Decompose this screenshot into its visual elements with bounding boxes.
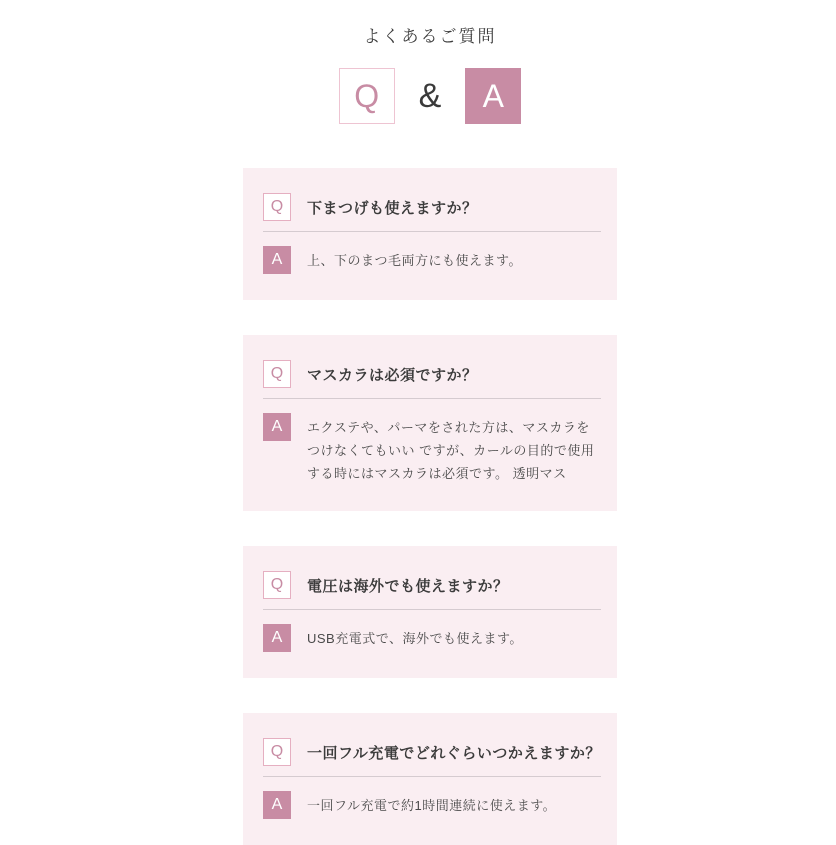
question-badge bbox=[263, 738, 291, 766]
faq-question-row bbox=[263, 360, 601, 388]
logo-q-letter: Q bbox=[354, 78, 380, 114]
faq-answer-row bbox=[263, 413, 601, 485]
answer-badge-label: A bbox=[271, 796, 283, 813]
question-badge-label: Q bbox=[270, 576, 284, 593]
answer-text: 上、下のまつ毛両方にも使えます。 bbox=[307, 253, 522, 268]
faq-question-row bbox=[263, 738, 601, 766]
answer-badge-label: A bbox=[271, 418, 283, 435]
faq-answer-row bbox=[263, 791, 601, 819]
answer-text: 一回フル充電で約1時間連続に使えます。 bbox=[307, 798, 557, 813]
question-badge-label: Q bbox=[270, 743, 284, 760]
faq-question-row bbox=[263, 571, 601, 599]
answer-badge bbox=[263, 413, 291, 441]
page-title: よくあるご質問 bbox=[363, 27, 497, 46]
answer-text: エクステや、パーマをされた方は、マスカラをつけなくてもいい ですが、カールの目的で使用する時にはマスカラは必須です。 透明マス bbox=[307, 420, 595, 481]
question-badge-label: Q bbox=[270, 365, 284, 382]
logo-a-letter: A bbox=[482, 78, 505, 114]
faq-card bbox=[243, 335, 617, 511]
divider bbox=[263, 231, 601, 232]
answer-badge-label: A bbox=[271, 251, 283, 268]
qa-logo bbox=[243, 68, 617, 124]
faq-answer-row bbox=[263, 246, 601, 274]
faq-section bbox=[243, 0, 617, 845]
question-badge bbox=[263, 193, 291, 221]
logo-q-tile bbox=[339, 68, 395, 124]
faq-question-row bbox=[263, 193, 601, 221]
answer-badge-label: A bbox=[271, 629, 283, 646]
divider bbox=[263, 609, 601, 610]
faq-card bbox=[243, 168, 617, 300]
logo-ampersand: & bbox=[418, 76, 442, 115]
faq-answer-row bbox=[263, 624, 601, 652]
question-badge bbox=[263, 360, 291, 388]
answer-badge bbox=[263, 246, 291, 274]
faq-card bbox=[243, 713, 617, 845]
question-text: 電圧は海外でも使えますか？ bbox=[307, 577, 509, 595]
faq-card bbox=[243, 546, 617, 678]
question-badge bbox=[263, 571, 291, 599]
answer-badge bbox=[263, 791, 291, 819]
answer-text: USB充電式で、海外でも使えます。 bbox=[307, 631, 523, 646]
logo-a-tile bbox=[465, 68, 521, 124]
faq-list bbox=[243, 168, 617, 845]
question-text: 一回フル充電でどれぐらいつかえますか？ bbox=[307, 744, 601, 762]
question-text: 下まつげも使えますか？ bbox=[307, 199, 478, 217]
divider bbox=[263, 398, 601, 399]
divider bbox=[263, 776, 601, 777]
answer-badge bbox=[263, 624, 291, 652]
question-text: マスカラは必須ですか？ bbox=[307, 366, 478, 384]
question-badge-label: Q bbox=[270, 198, 284, 215]
